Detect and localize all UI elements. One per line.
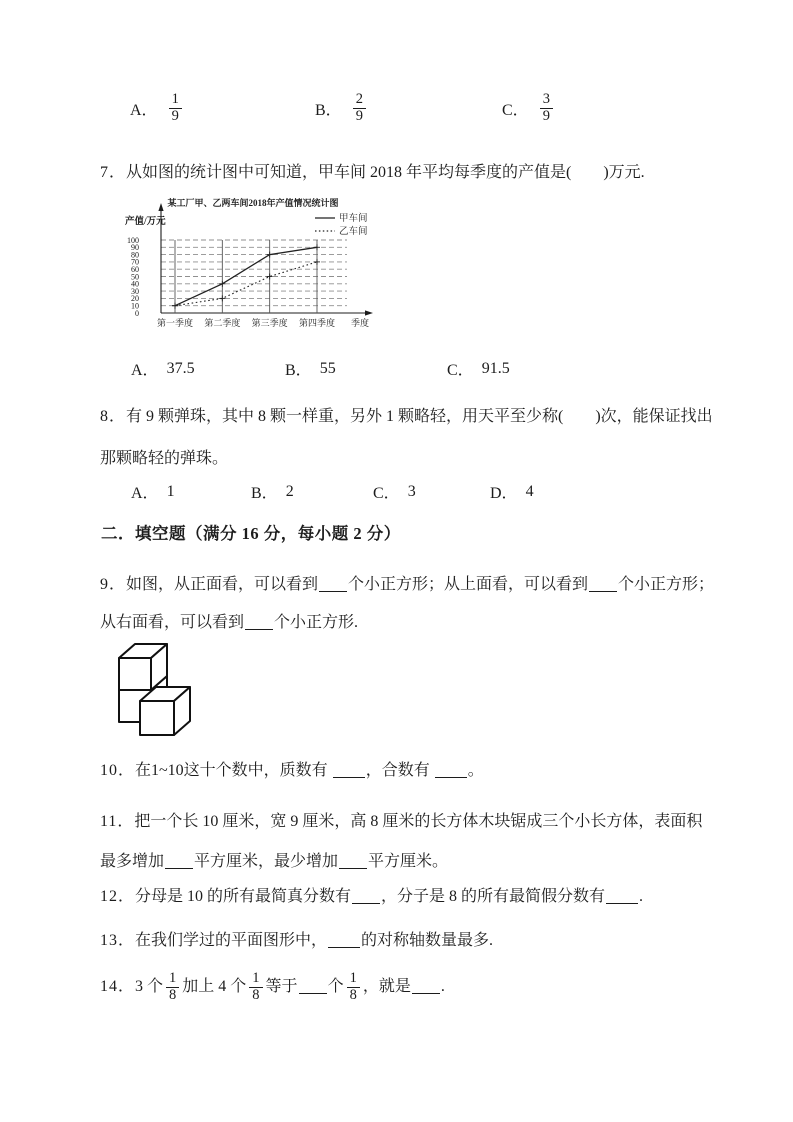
option-label: B． [315, 101, 342, 119]
fraction-numerator: 2 [353, 92, 366, 109]
question-number: 8． [100, 408, 127, 425]
q8-option-b [251, 480, 294, 503]
question-body: 3 个 [135, 978, 164, 995]
y-tick-label: 40 [131, 279, 139, 289]
question-body: . [440, 978, 445, 995]
legend-label: 乙车间 [339, 227, 368, 238]
option-label: A． [131, 362, 159, 379]
question-body: ，分子是 8 的所有最简假分数有 [381, 888, 606, 905]
q8-option-d [490, 480, 534, 503]
question-11-text [100, 802, 718, 882]
question-body: 的对称轴数量最多. [361, 932, 494, 949]
fraction [347, 971, 360, 1004]
x-axis-arrow [365, 310, 373, 315]
x-category-label: 第二季度 [204, 318, 241, 328]
fraction-denominator: 8 [252, 986, 260, 1003]
answer-blank [299, 991, 327, 994]
question-body: 平方厘米。 [368, 853, 449, 870]
question-8-text [100, 396, 718, 480]
question-number: 13． [100, 932, 136, 949]
q6-option-c [502, 92, 556, 125]
option-label: B． [285, 362, 312, 379]
fraction-denominator: 8 [169, 986, 177, 1003]
y-tick-label: 100 [127, 235, 139, 245]
q6-option-a [130, 92, 185, 125]
cube-stack-figure [112, 640, 227, 753]
answer-blank [333, 775, 365, 778]
fraction [540, 92, 553, 125]
fraction-numerator: 1 [249, 971, 262, 988]
question-number: 14． [100, 978, 136, 995]
question-7-text [100, 160, 720, 186]
x-category-label: 第一季度 [156, 318, 194, 328]
question-body: 等于 [265, 978, 298, 995]
q7-option-c [447, 357, 510, 380]
section-2-header: 二．填空题（满分 16 分，每小题 2 分） [101, 524, 401, 543]
q7-option-a [131, 357, 195, 380]
cube-figure-svg [112, 640, 227, 748]
q6-option-b [315, 92, 369, 125]
x-axis-label: 季度 [350, 318, 370, 328]
y-tick-label: 70 [131, 257, 139, 267]
answer-blank [589, 589, 617, 592]
option-value: 37.5 [166, 359, 195, 377]
question-body: 个小正方形；从上面看，可以看到 [348, 576, 589, 593]
x-category-label: 第四季度 [298, 318, 335, 328]
question-body: 在1~10这十个数中，质数有 [135, 762, 332, 779]
cube-front-right-front-face [140, 701, 174, 735]
question-body: 把一个长 10 厘米，宽 9 厘米，高 8 厘米的长方体木块锯成三个小长方体，表面积最多增加 [100, 813, 703, 870]
y-tick-label: 10 [131, 301, 139, 311]
question-12-text [100, 884, 720, 910]
y-tick-label: 60 [131, 265, 139, 274]
answer-blank [245, 627, 273, 630]
question-body: 加上 4 个 [182, 978, 247, 995]
question-body: 在我们学过的平面图形中， [135, 932, 328, 949]
question-body: ，就是 [362, 978, 411, 995]
answer-blank [435, 775, 467, 778]
fraction [169, 92, 182, 125]
question-number: 12． [100, 888, 136, 905]
option-label: D． [490, 485, 518, 502]
fraction-denominator: 9 [355, 107, 363, 124]
question-10-text [100, 758, 720, 784]
option-value: 1 [166, 482, 175, 500]
fraction-denominator: 9 [171, 107, 179, 124]
y-tick-label: 30 [131, 286, 139, 296]
question-body: 个小正方形；从右面看，可以看到 [100, 576, 715, 631]
option-value: 3 [407, 482, 416, 500]
question-body: 如图，从正面看，可以看到 [126, 576, 319, 593]
option-label: C． [502, 101, 529, 119]
y-axis-arrow [158, 203, 163, 211]
question-9-text [100, 566, 718, 642]
question-number: 9． [100, 576, 127, 593]
q7-chart-svg [123, 196, 375, 340]
option-value: 4 [525, 482, 534, 500]
answer-blank [328, 945, 360, 948]
q7-option-b [285, 357, 336, 380]
option-value: 55 [319, 359, 336, 377]
fraction [353, 92, 366, 125]
answer-blank [352, 901, 380, 904]
chart-title: 某工厂甲、乙两车间2018年产值情况统计图 [167, 198, 339, 208]
fraction-numerator: 3 [540, 92, 553, 109]
y-tick-label: 80 [131, 250, 139, 260]
question-body: 有 9 颗弹珠，其中 8 颗一样重，另外 1 颗略轻，用天平至少称( )次，能保证找出那颗略轻的弹珠。 [100, 408, 713, 467]
option-label: C． [373, 485, 400, 502]
answer-blank [165, 866, 193, 869]
y-tick-label: 90 [131, 243, 139, 253]
y-axis-label: 产值/万元 [125, 217, 166, 227]
option-value: 91.5 [481, 359, 510, 377]
fraction-denominator: 8 [349, 986, 357, 1003]
y-tick-label: 50 [131, 272, 139, 282]
q8-option-a [131, 480, 175, 503]
fraction-numerator: 1 [169, 92, 182, 109]
question-body: 平方厘米，最少增加 [194, 853, 339, 870]
question-number: 11． [100, 813, 135, 830]
option-label: A． [130, 101, 158, 119]
y-tick-label: 20 [131, 294, 139, 304]
option-label: B． [251, 485, 278, 502]
answer-blank [412, 991, 440, 994]
option-label: A． [131, 485, 159, 502]
question-13-text [100, 928, 720, 954]
fraction-numerator: 1 [347, 971, 360, 988]
question-number: 10． [100, 762, 136, 779]
y-tick-label: 0 [135, 308, 139, 318]
question-body: ，合数有 [365, 762, 434, 779]
fraction-denominator: 9 [542, 107, 550, 124]
answer-blank [606, 901, 638, 904]
answer-blank [319, 589, 347, 592]
answer-blank [339, 866, 367, 869]
question-body: 。 [467, 762, 484, 779]
option-value: 2 [285, 482, 294, 500]
cube-top-back-front-face [119, 658, 151, 690]
q8-option-c [373, 480, 416, 503]
fraction [166, 971, 179, 1004]
question-body: 分母是 10 的所有最简真分数有 [135, 888, 352, 905]
option-label: C． [447, 362, 474, 379]
q7-line-chart [123, 196, 375, 345]
x-category-label: 第三季度 [251, 318, 288, 328]
fraction-numerator: 1 [166, 971, 179, 988]
legend-label: 甲车间 [339, 214, 368, 225]
question-14-text [100, 964, 720, 1010]
question-body: . [639, 888, 644, 905]
question-number: 7． [100, 164, 127, 181]
question-body: 个小正方形. [274, 614, 359, 631]
question-body: 从如图的统计图中可知道，甲车间 2018 年平均每季度的产值是( )万元. [126, 164, 645, 181]
fraction [249, 971, 262, 1004]
question-body: 个 [327, 978, 344, 995]
